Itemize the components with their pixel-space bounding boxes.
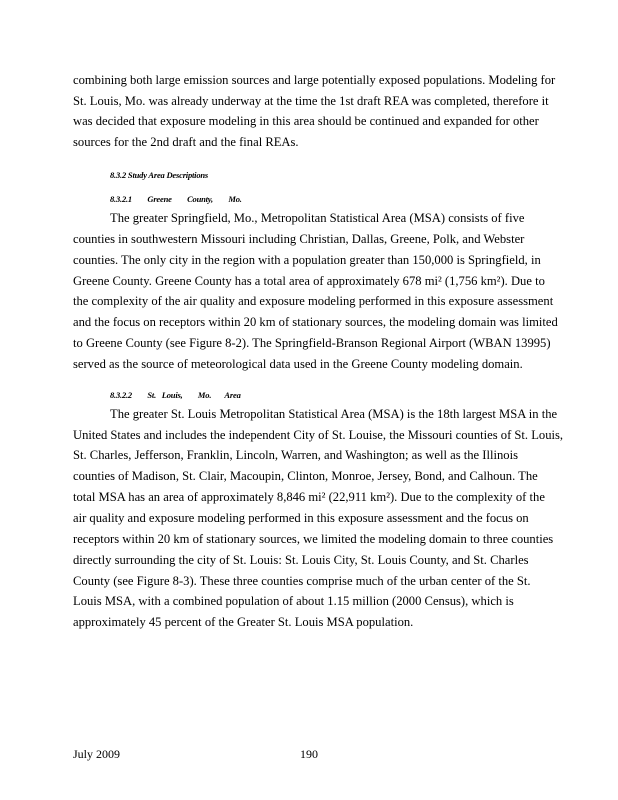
text-line: air quality and exposure modeling performed in this exposure assessment and the focus on — [73, 511, 529, 525]
page-number: 190 — [300, 747, 318, 761]
text-line: receptors within 20 km of stationary sources, we limited the modeling domain to three counties — [73, 532, 554, 546]
text-line: St. Charles, Jefferson, Franklin, Lincoln, Warren, and Washington; as well as the Illinois — [73, 448, 518, 462]
text-line: counties in southwestern Missouri including Christian, Dallas, Greene, Polk, and Webster — [73, 232, 525, 246]
text-line: The greater St. Louis Metropolitan Statistical Area (MSA) is the 18th largest MSA in the — [110, 407, 558, 421]
text-line: counties of Madison, St. Clair, Macoupin, Clinton, Monroe, Jersey, Bond, and Calhoun. The — [73, 469, 538, 483]
text-line: served as the source of meteorological data used in the Greene County modeling domain. — [73, 357, 523, 371]
text-line: Greene County. Greene County has a total area of approximately 678 mi² (1,756 km²). Due to — [73, 274, 545, 288]
text-line: The greater Springfield, Mo., Metropolitan Statistical Area (MSA) consists of five — [110, 211, 525, 225]
text-line: and the focus on receptors within 20 km of stationary sources, the modeling domain was limited — [73, 315, 558, 329]
section-heading-8-3-2-2: 8.3.2.2 St. Louis, Mo. Area — [110, 390, 241, 400]
section-heading-8-3-2: 8.3.2 Study Area Descriptions — [110, 170, 209, 180]
text-line: sources for the 2nd draft and the final REAs. — [73, 135, 299, 149]
text-line: total MSA has an area of approximately 8,846 mi² (22,911 km²). Due to the complexity of the — [73, 490, 545, 504]
text-line: County (see Figure 8-3). These three counties comprise much of the urban center of the St. — [73, 574, 531, 588]
text-line: combining both large emission sources and large potentially exposed populations. Modeling for — [73, 73, 556, 87]
text-line: was decided that exposure modeling in this area should be continued and expanded for other — [73, 114, 539, 128]
text-line: United States and includes the independent City of St. Louise, the Missouri counties of St. Louis, — [73, 428, 564, 442]
text-line: Louis MSA, with a combined population of about 1.15 million (2000 Census), which is — [73, 594, 514, 608]
text-line: counties. The only city in the region with a population greater than 150,000 is Springfield, in — [73, 253, 541, 267]
text-line: the complexity of the air quality and exposure modeling performed in this exposure assessment — [73, 294, 554, 308]
footer-date: July 2009 — [73, 747, 121, 761]
text-line: St. Louis, Mo. was already underway at the time the 1st draft REA was completed, therefore it — [73, 94, 549, 108]
text-line: approximately 45 percent of the Greater St. Louis MSA population. — [73, 615, 414, 629]
text-line: to Greene County (see Figure 8-2). The Springfield-Branson Regional Airport (WBAN 13995) — [73, 336, 551, 350]
text-line: directly surrounding the city of St. Louis: St. Louis City, St. Louis County, and St. Charles — [73, 553, 529, 567]
section-heading-8-3-2-1: 8.3.2.1 Greene County, Mo. — [110, 194, 242, 204]
